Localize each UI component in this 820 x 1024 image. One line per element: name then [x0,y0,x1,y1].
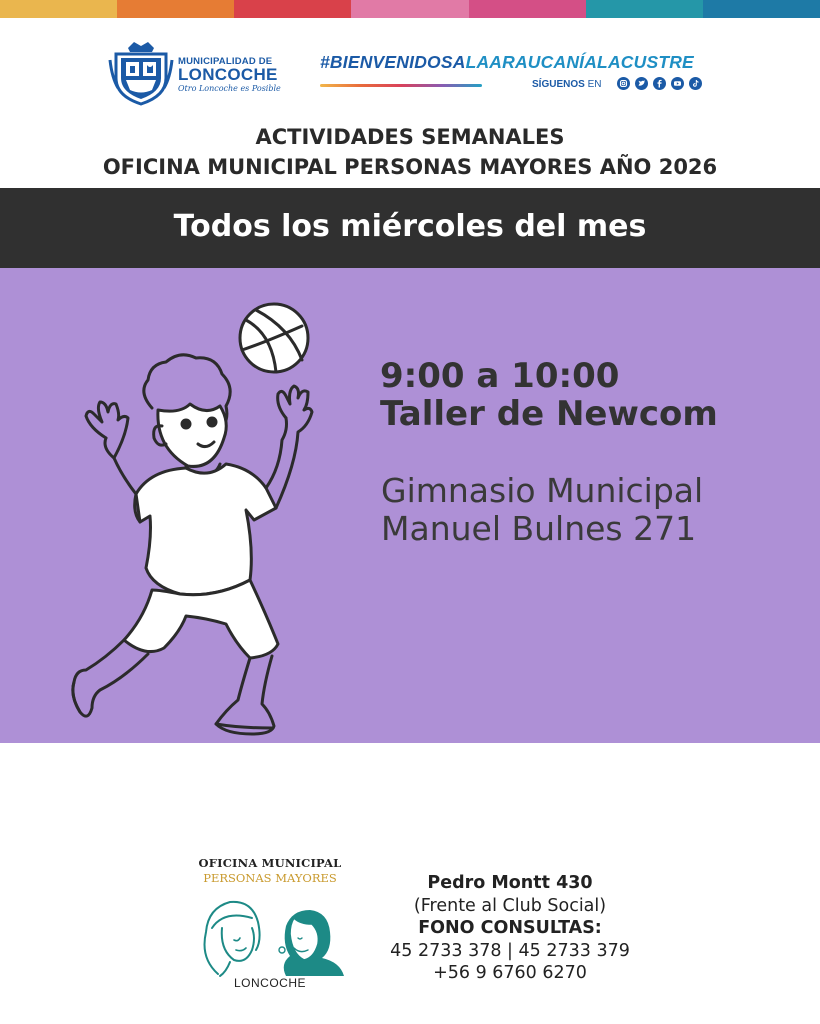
facebook-icon[interactable] [653,77,666,90]
title-line-1: ACTIVIDADES SEMANALES [255,125,565,149]
municipality-name: LONCOCHE [178,65,278,84]
hashtag-underline [320,84,482,87]
activity-name: Taller de Newcom [380,394,718,434]
contact-phone-label: FONO CONSULTAS: [418,918,602,938]
activity-address: Manuel Bulnes 271 [381,509,697,548]
activity-time: 9:00 a 10:00 [380,356,620,396]
twitter-icon[interactable] [635,77,648,90]
color-segment [586,0,703,18]
follow-word: SÍGUENOS [532,79,585,90]
office-logo [190,856,350,996]
color-segment [469,0,586,18]
color-segment [703,0,820,18]
color-segment [0,0,117,18]
youtube-icon[interactable] [671,77,684,90]
follow-us-label [532,79,601,90]
follow-suffix: EN [587,79,602,90]
campaign-hashtag [320,52,694,73]
hashtag-part-b: LAARAUCANÍALACUSTRE [465,52,694,72]
office-logo-line-2: PERSONAS MAYORES [203,871,337,885]
schedule-band-text: Todos los miércoles del mes [173,209,647,244]
color-segment [351,0,468,18]
office-logo-city: LONCOCHE [233,976,306,990]
office-logo-line-1: OFICINA MUNICIPAL [198,856,342,870]
activity-panel [0,268,820,743]
activity-venue: Gimnasio Municipal [381,471,704,510]
coat-of-arms-icon [108,38,174,106]
page-title [0,122,820,182]
schedule-band [0,188,820,268]
social-icons [617,77,702,90]
contact-info [370,872,650,985]
contact-address: Pedro Montt 430 [427,873,593,893]
elderly-couple-icon [190,888,350,978]
municipality-label: MUNICIPALIDAD DE [178,56,273,67]
hashtag-part-a: #BIENVENIDOSA [320,52,466,72]
municipality-slogan: Otro Loncoche es Posible [178,84,281,93]
contact-reference: (Frente al Club Social) [413,895,607,916]
municipality-logo [108,36,281,108]
contact-mobile: +56 9 6760 6270 [433,963,587,983]
header [0,36,820,116]
contact-phones: 45 2733 378 | 45 2733 379 [390,940,630,961]
top-color-bar [0,0,820,18]
color-segment [117,0,234,18]
instagram-icon[interactable] [617,77,630,90]
tiktok-icon[interactable] [689,77,702,90]
color-segment [234,0,351,18]
child-volleyball-icon [40,298,340,738]
title-line-2: OFICINA MUNICIPAL PERSONAS MAYORES AÑO 2026 [102,155,718,179]
